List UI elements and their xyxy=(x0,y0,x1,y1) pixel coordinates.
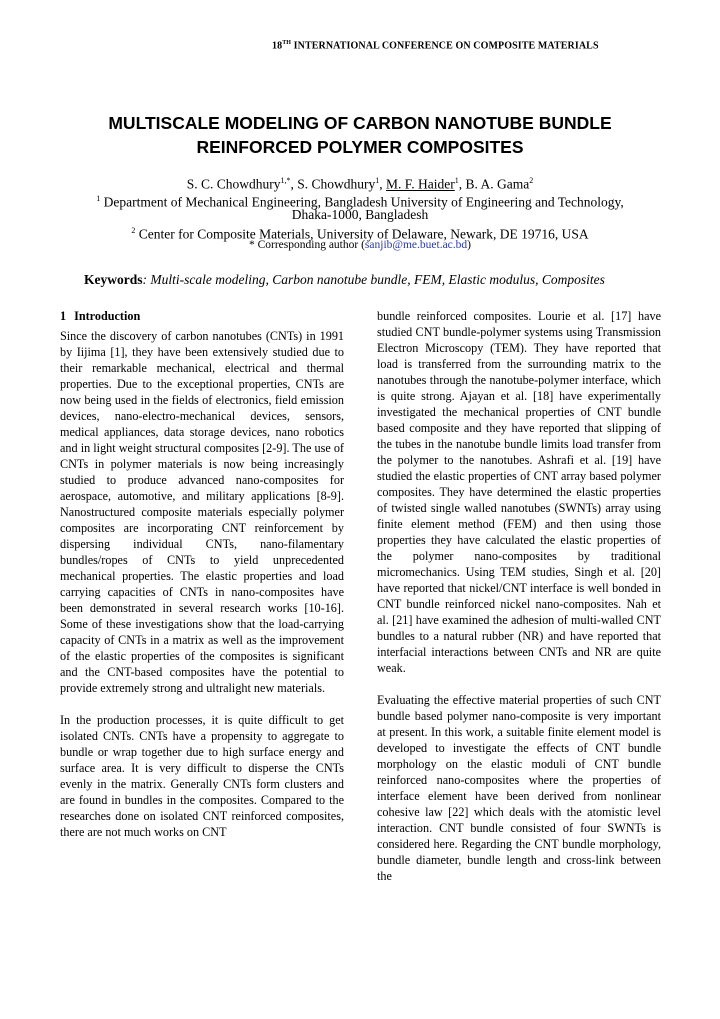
section-title: Introduction xyxy=(74,309,141,323)
left-column xyxy=(60,308,344,840)
corresponding-author xyxy=(0,239,720,251)
author-1-sup: 1,* xyxy=(280,176,291,185)
corresponding-close: ) xyxy=(467,239,472,251)
author-3: M. F. Haider xyxy=(386,176,455,192)
author-4: B. A. Gama xyxy=(465,176,530,192)
conference-header xyxy=(272,40,672,51)
header-number: 18 xyxy=(272,40,283,52)
header-text: INTERNATIONAL CONFERENCE ON COMPOSITE MATERIALS xyxy=(291,40,599,52)
header-superscript: TH xyxy=(282,40,292,46)
corresponding-label: * Corresponding author ( xyxy=(248,239,365,251)
paragraph: bundle reinforced composites. Lourie et al. [17] have studied CNT bundle-polymer systems using Transmission Electron Microscopy (TEM). They have reported that load is transferred from the surrounding matrix to the nanotubes through the nanotube-polymer interface, which is quite strong. Ajayan et al. [18] have experimentally investigated the mechanical properties of CNT bundle based composite and they have reported that slipping of the tubes in the nanotube bundle limits load transfer from the polymer to the nanotubes. Ashrafi et al. [19] have studied the elastic properties of CNT array based polymer composites. They have determined the elastic properties of twisted single walled nanotubes (SWNTs) array using finite element method (FEM) and then using those properties they have calculated the elastic properties of the polymer nano-composites by traditional micromechanics. Using TEM studies, Singh et al. [20] have reported that nickel/CNT interface is well bonded in CNT bundle reinforced nickel nano-composites. Nah et al. [21] have examined the adhesion of multi-walled CNT bundles to a natural rubber (NR) and have reported that interfacial interactions between CNTs and NR are quite weak. xyxy=(377,309,661,675)
right-column xyxy=(377,308,661,884)
affiliation-1-sup: 1 xyxy=(96,194,101,203)
author-1: S. C. Chowdhury xyxy=(186,176,281,192)
affiliation-2-text: Center for Composite Materials, University of Delaware, Newark, DE 19716, USA xyxy=(138,226,589,242)
author-separator: , xyxy=(290,176,298,192)
title-line-2: REINFORCED POLYMER COMPOSITES xyxy=(196,137,524,157)
section-number: 1 xyxy=(60,309,67,323)
author-separator: , xyxy=(379,176,387,192)
section-heading xyxy=(60,308,344,324)
affiliation-2-sup: 2 xyxy=(131,226,136,235)
paragraph: In the production processes, it is quite difficult to get isolated CNTs. CNTs have a propensity to aggregate to bundle or wrap together due to high surface energy and surface area. It is very difficult to disperse the CNTs evenly in the matrix. Generally CNTs form clusters and are found in bundles in the composites. Compared to the researches done on isolated CNT reinforced composites, there are not much works on CNT xyxy=(60,713,344,839)
affiliation-1-city-text: Dhaka-1000, Bangladesh xyxy=(291,207,429,222)
author-3-sup: 1 xyxy=(454,176,459,185)
paragraph: Since the discovery of carbon nanotubes (CNTs) in 1991 by Iijima [1], they have been extensively studied due to their remarkable mechanical, electrical and thermal properties. Due to the exceptional properties, CNTs are now being used in the fields of electronics, field emission devices, nano-electro-mechanical devices, sensors, medical appliances, data storage devices, nano robotics and in light weight structural composites [2-9]. The use of CNTs in polymer materials is now being increasingly studied to produce advanced nano-composites for aerospace, automotive, and military applications [8-9]. Nanostructured composite materials especially polymer composites are incorporating CNT reinforcement by dispersing individual CNTs, nano-filamentary bundles/ropes of CNTs to yield unprecedented mechanical properties. The elastic properties and load carrying capacities of CNTs in nano-composites have been demonstrated in several research works [10-16]. Some of these investigations show that the load-carrying capacity of CNTs in a matrix as well as the improvement of the elastic properties of the composites is significant and the CNT-based composites have the potential to provide extremely strong and ultralight new materials. xyxy=(60,329,344,695)
corresponding-email[interactable]: sanjib@me.buet.ac.bd xyxy=(364,239,468,251)
affiliation-1-text: Department of Mechanical Engineering, Bangladesh University of Engineering and Technology, xyxy=(103,194,624,210)
author-separator: , xyxy=(458,176,466,192)
keywords-separator: : xyxy=(142,272,151,287)
paper-title xyxy=(0,111,720,159)
keywords-line xyxy=(84,272,684,288)
author-2: S. Chowdhury xyxy=(297,176,376,192)
title-line-1: MULTISCALE MODELING OF CARBON NANOTUBE BUNDLE xyxy=(108,113,612,133)
keywords-list: Multi-scale modeling, Carbon nanotube bundle, FEM, Elastic modulus, Composites xyxy=(150,272,605,287)
author-2-sup: 1 xyxy=(375,176,380,185)
author-4-sup: 2 xyxy=(529,176,534,185)
paragraph: Evaluating the effective material properties of such CNT bundle based polymer nano-composite is very important at present. In this work, a suitable finite element model is developed to investigate the effects of CNT bundle morphology on the elastic moduli of CNT bundle reinforced nano-composites where the properties of interface element have been derived from nonlinear cohesive law [22] which deals with the atomistic level interaction. CNT bundle consisted of four SWNTs is considered here. Regarding the CNT bundle morphology, bundle diameter, bundle length and cross-link between the xyxy=(377,693,661,883)
keywords-label: Keywords xyxy=(84,272,143,287)
